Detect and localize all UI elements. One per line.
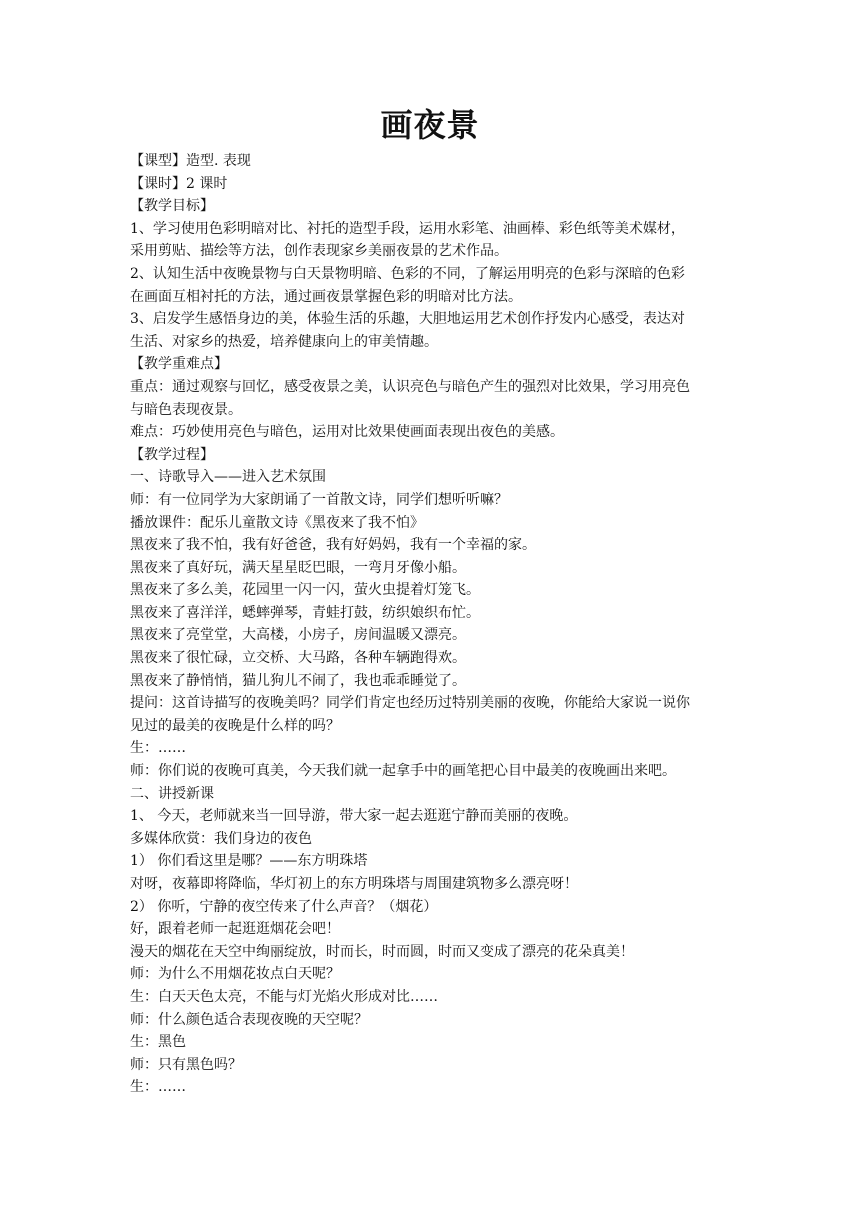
text-line: 黑夜来了亮堂堂，大高楼，小房子，房间温暖又漂亮。 xyxy=(130,627,466,644)
text-line: 师：有一位同学为大家朗诵了一首散文诗，同学们想听听嘛？ xyxy=(130,491,508,508)
text-line: 【教学目标】 xyxy=(130,198,214,215)
text-line: 2） 你听，宁静的夜空传来了什么声音？（烟花） xyxy=(130,898,438,915)
text-line: 重点：通过观察与回忆，感受夜景之美，认识亮色与暗色产生的强烈对比效果，学习用亮色 xyxy=(130,378,690,395)
text-line: 生：黑色 xyxy=(130,1034,186,1051)
text-line: 【课时】2 课时 xyxy=(130,175,228,192)
text-line: 生活、对家乡的热爱，培养健康向上的审美情趣。 xyxy=(130,333,438,350)
text-line: 好，跟着老师一起逛逛烟花会吧！ xyxy=(130,921,340,938)
text-line: 漫天的烟花在天空中绚丽绽放，时而长，时而圆，时而又变成了漂亮的花朵真美！ xyxy=(130,943,634,960)
text-line: 1、学习使用色彩明暗对比、衬托的造型手段，运用水彩笔、油画棒、彩色纸等美术媒材， xyxy=(130,220,685,237)
text-line: 与暗色表现夜景。 xyxy=(130,401,242,418)
document-body xyxy=(130,150,736,1099)
text-line: 对呀，夜幕即将降临，华灯初上的东方明珠塔与周围建筑物多么漂亮呀！ xyxy=(130,876,578,892)
text-line: 1、 今天，老师就来当一回导游，带大家一起去逛逛宁静而美丽的夜晚。 xyxy=(130,808,578,825)
text-line: 黑夜来了真好玩，满天星星眨巴眼，一弯月牙像小船。 xyxy=(130,559,466,576)
text-line: 2、认知生活中夜晚景物与白天景物明暗、色彩的不同，了解运用明亮的色彩与深暗的色彩 xyxy=(130,265,685,282)
text-line: 采用剪贴、描绘等方法，创作表现家乡美丽夜景的艺术作品。 xyxy=(130,243,508,260)
text-line: 难点：巧妙使用亮色与暗色，运用对比效果使画面表现出夜色的美感。 xyxy=(130,424,564,441)
text-line: 黑夜来了很忙碌，立交桥、大马路，各种车辆跑得欢。 xyxy=(130,650,466,667)
text-line: 生：白天天色太亮，不能与灯光焰火形成对比…… xyxy=(130,988,438,1005)
text-line: 黑夜来了我不怕，我有好爸爸，我有好妈妈，我有一个幸福的家。 xyxy=(130,537,536,554)
text-line: 黑夜来了静悄悄，猫儿狗儿不闹了，我也乖乖睡觉了。 xyxy=(130,672,466,689)
text-line: 师：只有黑色吗？ xyxy=(130,1056,242,1073)
text-line: 见过的最美的夜晚是什么样的吗？ xyxy=(130,717,340,734)
text-line: 播放课件：配乐儿童散文诗《黑夜来了我不怕》 xyxy=(130,514,424,531)
text-line: 提问：这首诗描写的夜晚美吗？同学们肯定也经历过特别美丽的夜晚，你能给大家说一说你 xyxy=(130,695,690,712)
text-line: 生：…… xyxy=(130,740,186,757)
text-line: 【课型】造型. 表现 xyxy=(130,153,251,169)
text-line: 师：你们说的夜晚可真美，今天我们就一起拿手中的画笔把心目中最美的夜晚画出来吧。 xyxy=(130,763,676,780)
text-line: 师：为什么不用烟花妆点白天呢？ xyxy=(130,966,340,983)
document-title: 画夜景 xyxy=(380,106,480,144)
text-line: 1） 你们看这里是哪？——东方明珠塔 xyxy=(130,853,368,870)
text-line: 【教学重难点】 xyxy=(130,356,228,373)
text-line: 黑夜来了喜洋洋，蟋蟀弹琴，青蛙打鼓，纺织娘织布忙。 xyxy=(130,604,480,621)
text-line: 多媒体欣赏：我们身边的夜色 xyxy=(130,830,312,847)
text-line: 生：…… xyxy=(130,1079,186,1096)
text-line: 【教学过程】 xyxy=(130,446,214,463)
text-line: 师：什么颜色适合表现夜晚的天空呢？ xyxy=(130,1011,368,1028)
text-line: 3、启发学生感悟身边的美，体验生活的乐趣，大胆地运用艺术创作抒发内心感受，表达对 xyxy=(130,311,685,328)
text-line: 二、讲授新课 xyxy=(130,785,214,802)
text-line: 在画面互相衬托的方法，通过画夜景掌握色彩的明暗对比方法。 xyxy=(130,288,522,305)
text-line: 黑夜来了多么美，花园里一闪一闪，萤火虫提着灯笼飞。 xyxy=(130,582,480,599)
text-line: 一、诗歌导入——进入艺术氛围 xyxy=(130,469,326,486)
